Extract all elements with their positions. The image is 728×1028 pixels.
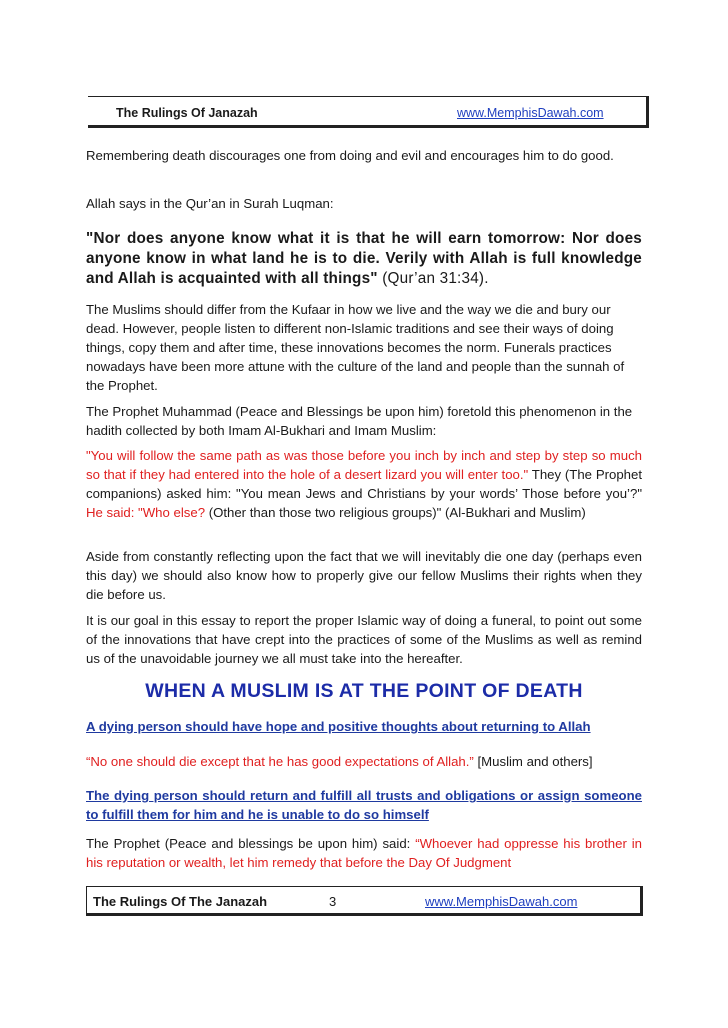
footer-page-number: 3 (329, 894, 337, 909)
hadith-red-text-2: He said: "Who else? (86, 505, 206, 520)
hadith-black-text: They (The Prophet companions) asked him: "You mean Jews and Christians by your words’ Those before you’?" (86, 467, 643, 501)
header-title: The Rulings Of Janazah (116, 106, 258, 120)
hadith-paragraph (86, 446, 642, 522)
paragraph-oppress-black: The Prophet (Peace and blessings be upon him) said: (86, 836, 416, 851)
subheading-hope: A dying person should have hope and positive thoughts about returning to Allah (86, 719, 591, 734)
paragraph-intro: Remembering death discourages one from doing and evil and encourages him to do good. (86, 148, 614, 163)
paragraph-oppress (86, 834, 642, 872)
paragraph-reflecting: Aside from constantly reflecting upon the fact that we will inevitably die one day (perhaps even this day) we should also know how to properly give our fellow Muslims their rights when they die before us. (86, 549, 642, 602)
page-footer (86, 886, 643, 916)
paragraph-goal: It is our goal in this essay to report the proper Islamic way of doing a funeral, to point out some of the innovations that have crept into the practices of some of the Muslims as well as remind us of the unavoidable journey we all must take into the hereafter. (86, 613, 642, 666)
page-header (88, 96, 649, 128)
paragraph-oppress-red: “Whoever had oppresse his brother in his reputation or wealth, let him remedy that before the Day Of Judgment (86, 836, 643, 870)
subheading-trusts: The dying person should return and fulfill all trusts and obligations or assign someone to fulfill them for him and he is unable to do so himself (86, 788, 642, 822)
footer-url-link[interactable]: www.MemphisDawah.com (425, 894, 578, 909)
quran-quote-text: "Nor does anyone know what it is that he will earn tomorrow: Nor does anyone know in what land he is to die. Verily with Allah is full knowledge and Allah is acquainted with all things" (86, 230, 642, 287)
footer-title: The Rulings Of The Janazah (93, 894, 268, 909)
hadith-expectations-source: [Muslim and others] (473, 754, 593, 769)
hadith-red-text: "You will follow the same path as was those before you inch by inch and step by step so much so that if they had entered into the hole of a desert lizard you will enter too." (86, 448, 642, 482)
header-url-link[interactable]: www.MemphisDawah.com (457, 106, 604, 120)
section-heading: WHEN A MUSLIM IS AT THE POINT OF DEATH (145, 680, 583, 702)
hadith-expectations (86, 752, 642, 771)
paragraph-surah: Allah says in the Qur’an in Surah Luqman: (86, 196, 334, 211)
hadith-black-text-2: (Other than those two religious groups)" (Al-Bukhari and Muslim) (205, 505, 586, 520)
paragraph-prophet-foretold: The Prophet Muhammad (Peace and Blessings be upon him) foretold this phenomenon in the hadith collected by both Imam Al-Bukhari and Imam Muslim: (86, 404, 633, 438)
quran-quote-reference: (Qur’an 31:34). (377, 270, 489, 287)
quran-quote (86, 229, 642, 289)
hadith-expectations-red: “No one should die except that he has good expectations of Allah.” (86, 754, 474, 769)
paragraph-kufaar: The Muslims should differ from the Kufaar in how we live and the way we die and bury our dead. However, people listen to different non-Islamic traditions and see their ways of doing things, copy them and after time, these innovations becomes the norm. Funerals practices nowadays have been more attune with the culture of the land and people than the sunnah of the Prophet. (86, 302, 625, 393)
